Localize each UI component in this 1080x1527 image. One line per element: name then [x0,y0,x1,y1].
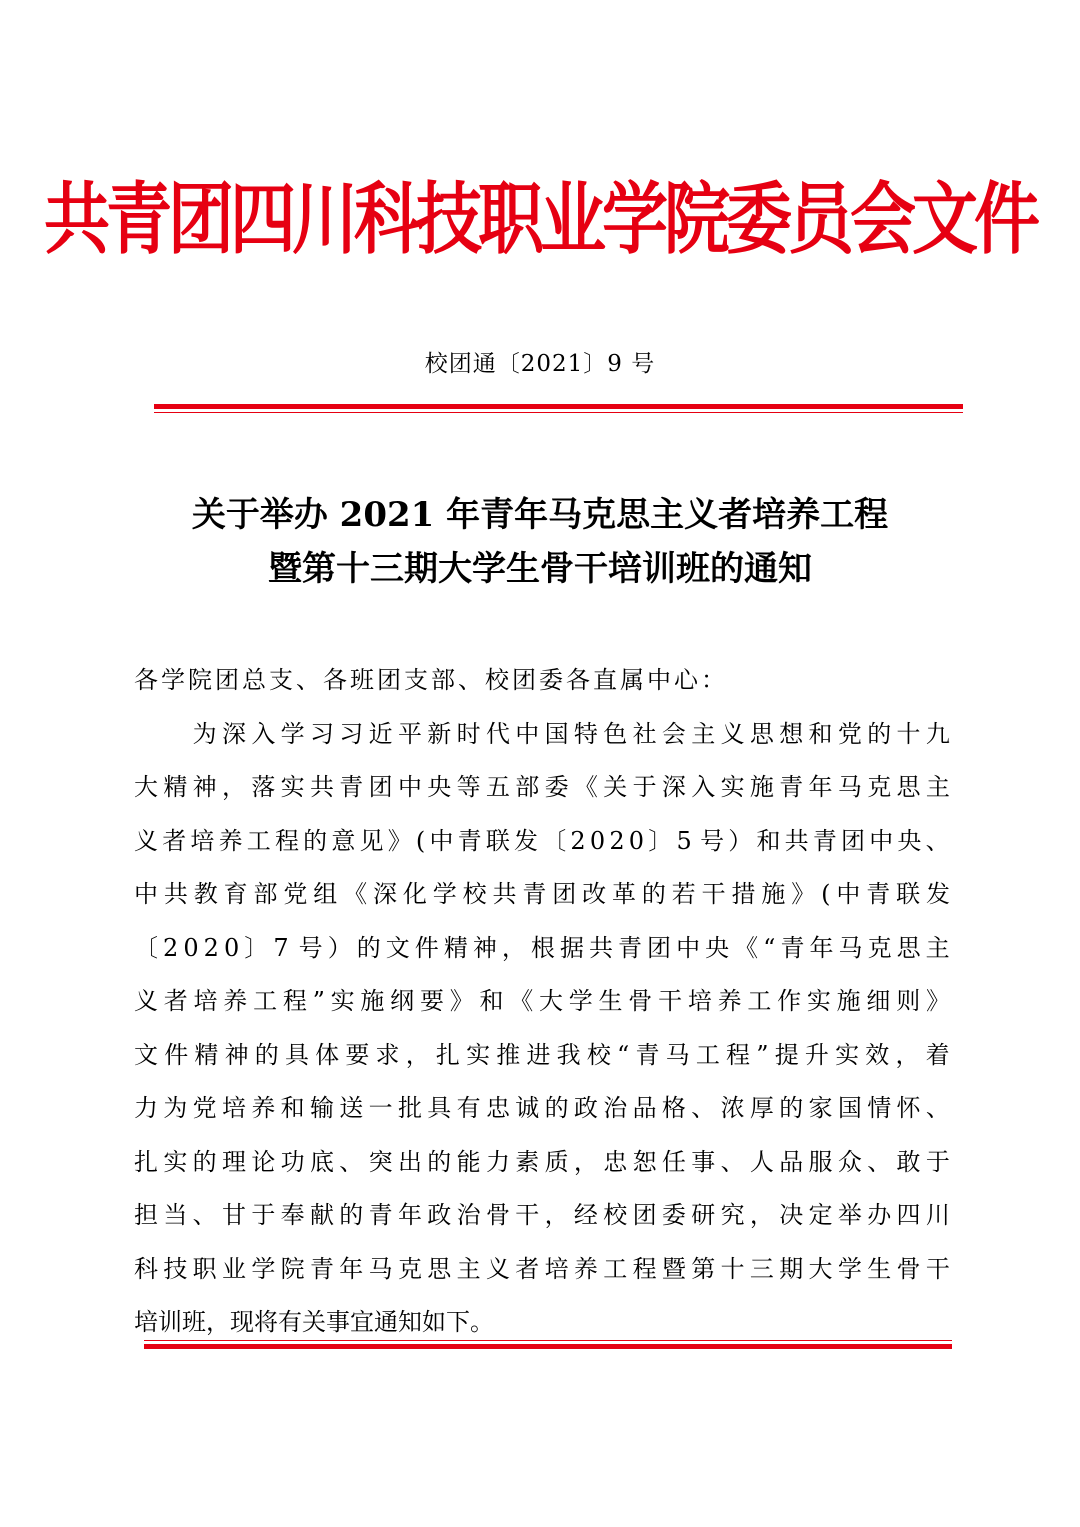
paragraph-line: 培训班，现将有关事宜通知如下。 [134,1308,494,1336]
notice-body [134,654,950,1350]
top-rule-thin [154,412,963,413]
paragraph-line: 〔 2 0 2 0 〕 7 号 ） 的 文 件 精 神 ， 根 据 共 青 团 中 央 《 “ 青 年 马 克 思 主 [134,933,950,962]
bottom-rule-thin [144,1340,952,1341]
notice-title [0,488,1080,596]
salutation: 各学院团总支、各班团支部、校团委各直属中心： [134,666,728,694]
top-red-rule [154,404,963,413]
notice-title-line-2: 暨第十三期大学生骨干培训班的通知 [268,549,812,589]
paragraph-line: 力 为 党 培 养 和 输 送 一 批 具 有 忠 诚 的 政 治 品 格 、 浓 厚 的 家 国 情 怀 、 [134,1094,950,1122]
letterhead-title: 共青团四川科技职业学院委员会文件 [44,173,1036,265]
bottom-rule-thick [144,1344,952,1349]
paragraph-line: 义 者 培 养 工 程 ” 实 施 纲 要 》 和 《 大 学 生 骨 干 培 养 工 作 实 施 细 则 》 [134,987,950,1015]
paragraph-line: 扎 实 的 理 论 功 底 、 突 出 的 能 力 素 质 ， 忠 恕 任 事 、 人 品 服 众 、 敢 于 [134,1147,950,1176]
document-number: 校团通〔2021〕9 号 [424,351,656,377]
paragraph-line: 中 共 教 育 部 党 组 《 深 化 学 校 共 青 团 改 革 的 若 干 措 施 》 ( 中 青 联 发 [134,880,950,908]
paragraph-line: 文 件 精 神 的 具 体 要 求 ， 扎 实 推 进 我 校 “ 青 马 工 程 ” 提 升 实 效 ， 着 [134,1040,950,1069]
notice-title-line-1: 关于举办 2021 年青年马克思主义者培养工程 [191,495,889,535]
top-rule-thick [154,404,963,409]
paragraph-line: 大 精 神 ， 落 实 共 青 团 中 央 等 五 部 委 《 关 于 深 入 实 施 青 年 马 克 思 主 [134,773,950,801]
bottom-red-rule [144,1340,952,1349]
paragraph-line: 科 技 职 业 学 院 青 年 马 克 思 主 义 者 培 养 工 程 暨 第 十 三 期 大 学 生 骨 干 [134,1254,950,1283]
paragraph-line: 义 者 培 养 工 程 的 意 见 》 ( 中 青 联 发 〔 2 0 2 0 〕 5 号 ） 和 共 青 团 中 央 、 [134,826,950,855]
paragraph-line: 担 当 、 甘 于 奉 献 的 青 年 政 治 骨 干 ， 经 校 团 委 研 究 ， 决 定 举 办 四 川 [134,1201,950,1229]
paragraph-line: 为 深 入 学 习 习 近 平 新 时 代 中 国 特 色 社 会 主 义 思 想 和 党 的 十 九 [192,719,950,748]
